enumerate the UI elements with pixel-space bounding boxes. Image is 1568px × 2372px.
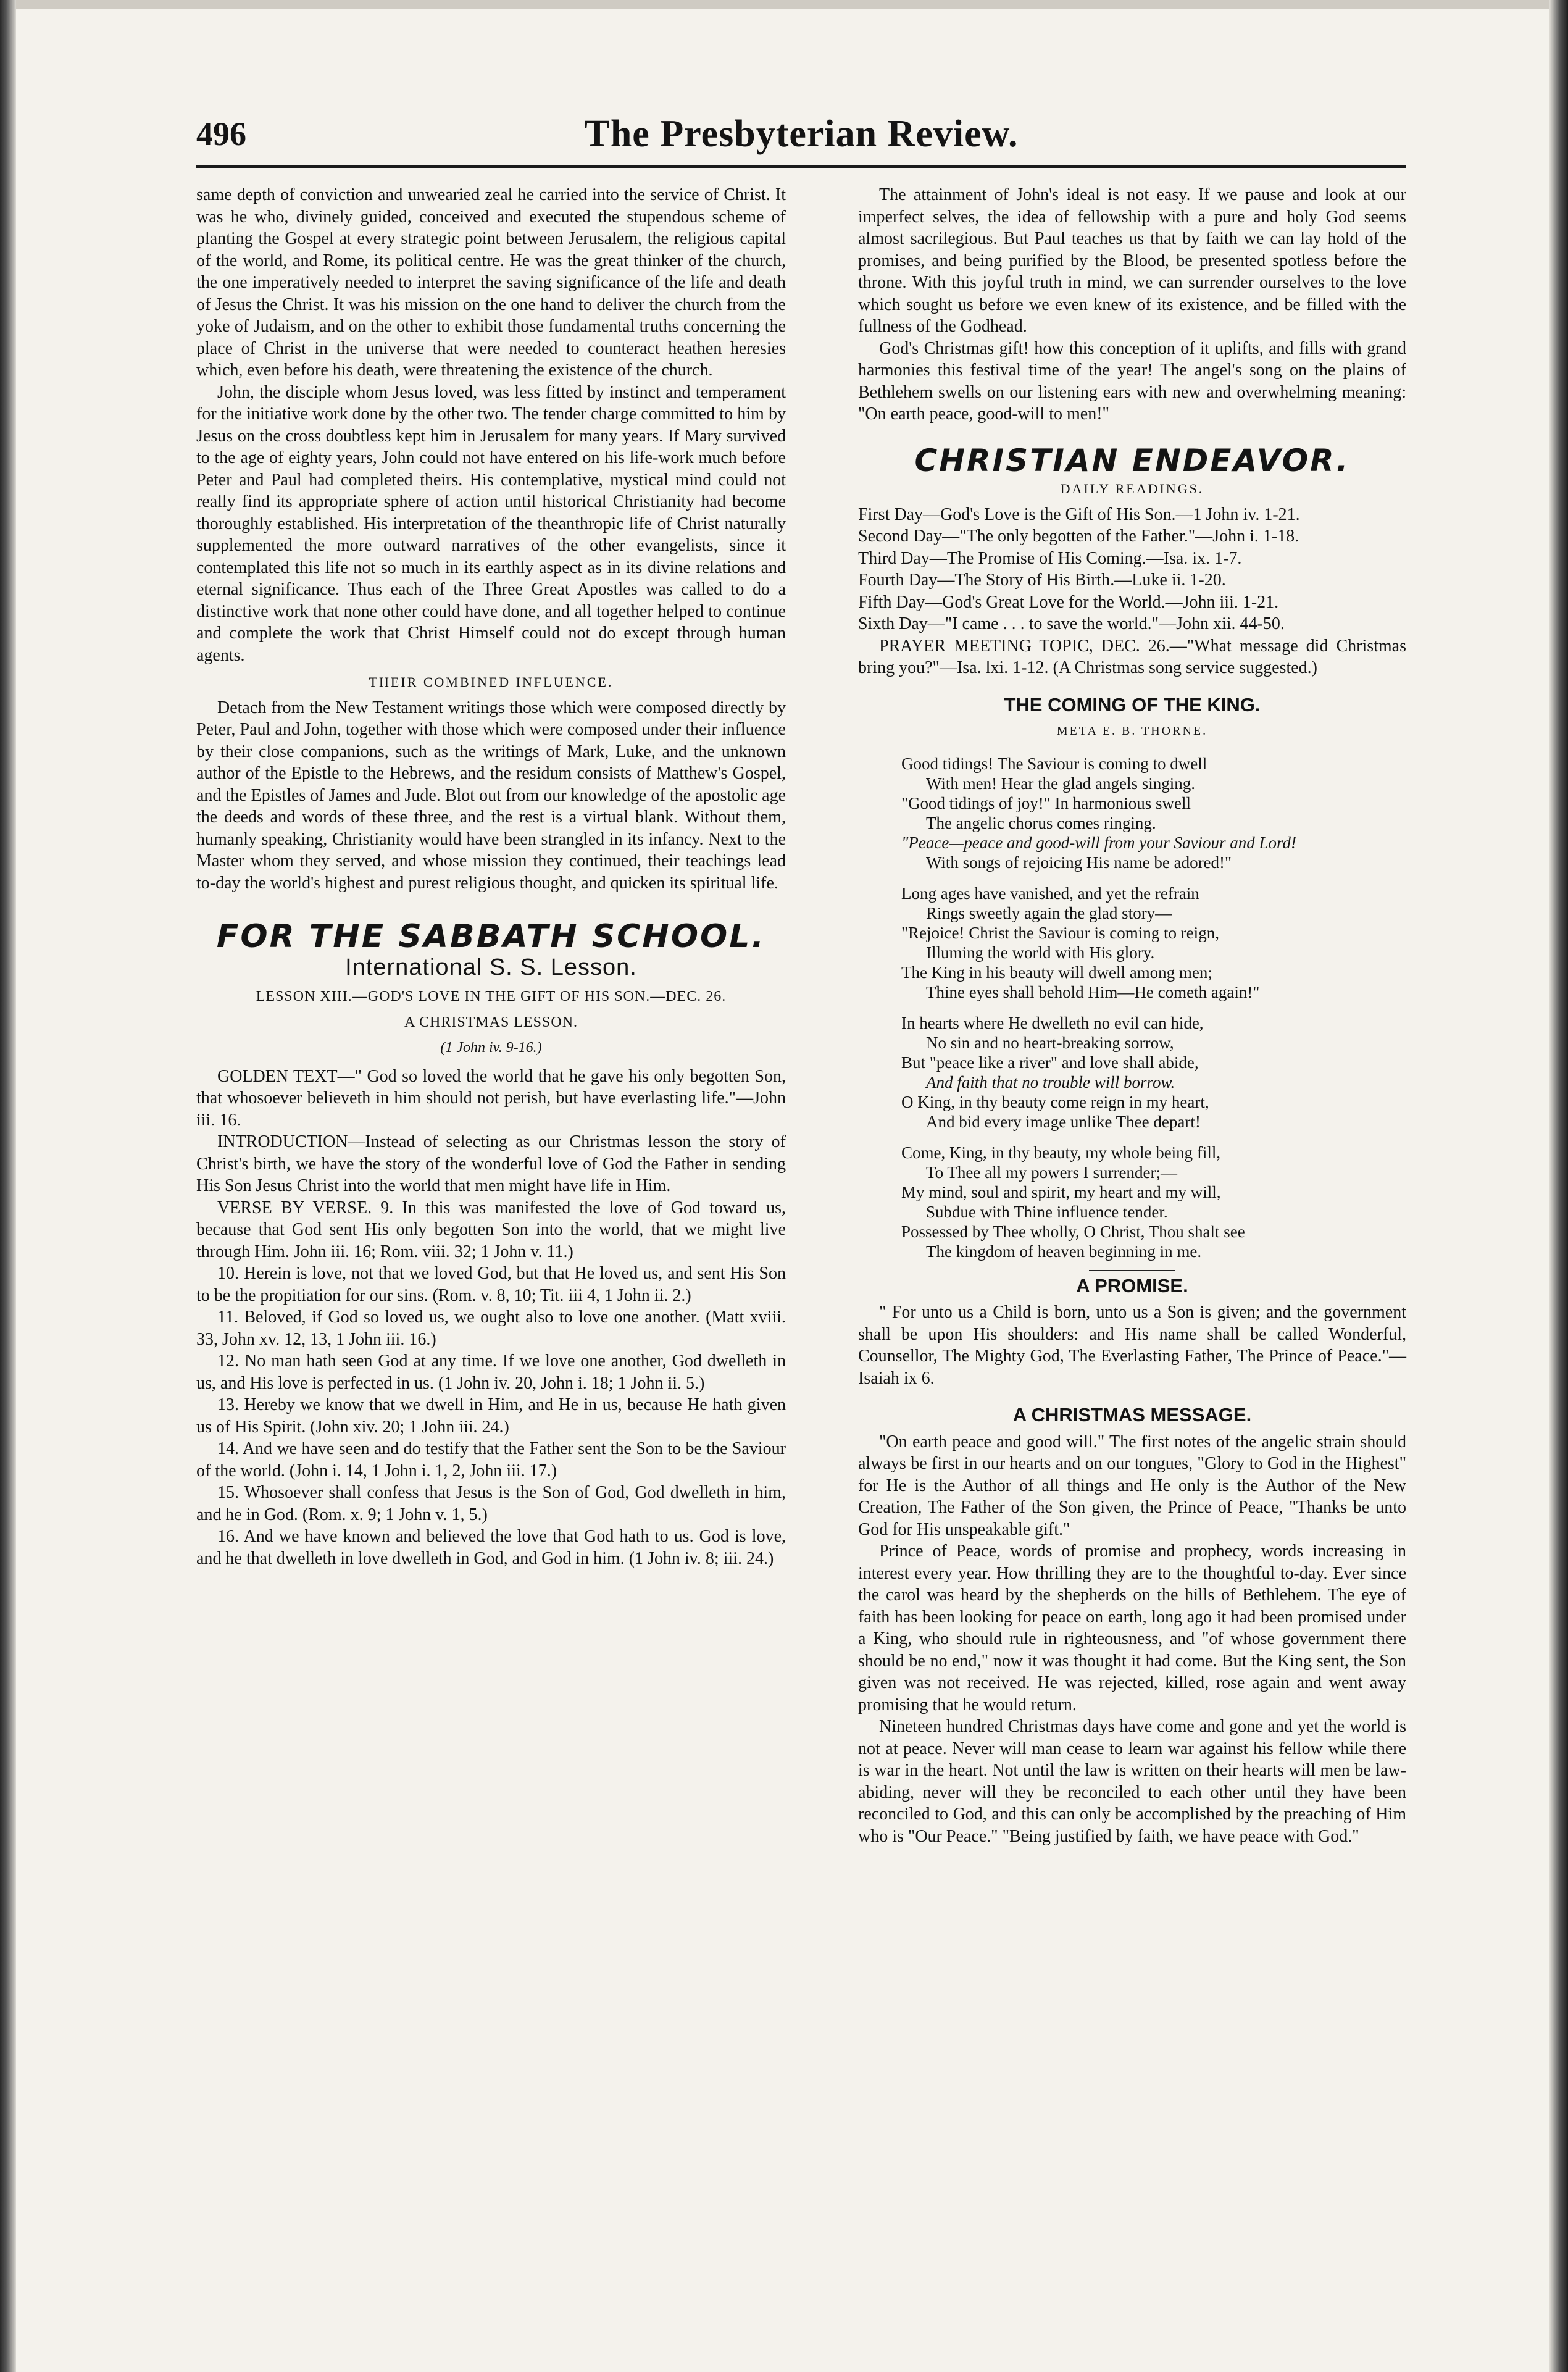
verse-12: 12. No man hath seen God at any time. If we love one another, God dwelleth in us, and His love is perfected in us. (1 John iv. 20, John i. 18; 1 John ii. 5.): [196, 1351, 786, 1393]
page-number: 496: [196, 115, 246, 152]
christmas-message-title: A CHRISTMAS MESSAGE.: [1012, 1404, 1252, 1426]
john-ideal-paragraph: The attainment of John's ideal is not easy. If we pause and look at our imperfect selves, the idea of fellowship with a pure and holy God seems almost sacrilegious. But Paul teaches us that by faith we can lay hold of the promises, and being purified by the Blood, be presented spotless before the throne. With this joyful truth in mind, we can surrender ourselves to the love which sought us before we even knew of its existence, and be filled with the fullness of the Godhead.: [858, 185, 1406, 336]
lesson-title: International S. S. Lesson.: [345, 954, 637, 980]
poem-line: The kingdom of heaven beginning in me.: [926, 1242, 1202, 1261]
message-paragraph-1: "On earth peace and good will." The first notes of the angelic strain should always be first in our hearts and on our tongues, "Glory to God in the Highest" for He is the Author of all things and He only is the Author of the New Creation, The Father of the Son given, the Prince of Peace, "Thanks be unto God for His unspeakable gift.": [858, 1432, 1406, 1539]
christian-endeavor-heading: CHRISTIAN ENDEAVOR.: [914, 442, 1350, 478]
reading-item: First Day—God's Love is the Gift of His Son.—1 John iv. 1-21.: [858, 504, 1300, 524]
section-divider: [1089, 1270, 1175, 1271]
poem-line: To Thee all my powers I surrender;—: [926, 1163, 1177, 1182]
verse-15: 15. Whosoever shall confess that Jesus is the Son of God, God dwelleth in him, and he in God. (Rom. x. 9; 1 John v. 1, 5.): [196, 1483, 786, 1524]
poem-line: Possessed by Thee wholly, O Christ, Thou shalt see: [901, 1222, 1245, 1241]
journal-title: The Presbyterian Review.: [584, 113, 1019, 155]
poem-stanza-4: [901, 1143, 1406, 1261]
message-paragraph-2: Prince of Peace, words of promise and prophecy, words increasing in interest every year. How thrilling they are to the thoughtful to-day. Ever since the carol was heard by the shepherds on the hills of Bethlehem. The eye of faith has been looking for peace on earth, long ago it had been promised under a King, who should rule in righteousness, and "of whose government there should be no end," now it was thought it had come. But the King sent, the Son given was not received. He was rejected, killed, rose again and went away promising that he would return.: [858, 1542, 1406, 1714]
sabbath-school-heading: FOR THE SABBATH SCHOOL.: [216, 918, 766, 955]
daily-readings-list: [858, 504, 1406, 635]
poem-line: The angelic chorus comes ringing.: [926, 813, 1156, 832]
introduction: INTRODUCTION—Instead of selecting as our Christmas lesson the story of Christ's birth, we have the story of the wonderful love of God the Father in sending His Son Jesus Christ into the world that men might have life in Him.: [196, 1132, 786, 1195]
poem-line: Thine eyes shall behold Him—He cometh again!": [926, 982, 1260, 1001]
poem-line: And bid every image unlike Thee depart!: [926, 1112, 1201, 1131]
promise-text: " For unto us a Child is born, unto us a Son is given; and the government shall be upon His shoulders: and His name shall be called Wonderful, Counsellor, The Mighty God, The Everlasting Father, The Prince of Peace."—Isaiah ix 6.: [858, 1303, 1406, 1388]
poem-line: And faith that no trouble will borrow.: [926, 1072, 1175, 1092]
reading-item: Sixth Day—"I came . . . to save the world."—John xii. 44-50.: [858, 614, 1285, 633]
poem-line: With men! Hear the glad angels singing.: [926, 774, 1196, 793]
poem-line: The King in his beauty will dwell among men;: [901, 963, 1212, 982]
lesson-line: LESSON XIII.—GOD'S LOVE IN THE GIFT OF HIS SON.—DEC. 26.: [256, 988, 727, 1004]
reading-item: Third Day—The Promise of His Coming.—Isa. ix. 1-7.: [858, 548, 1242, 568]
reading-item: Fifth Day—God's Great Love for the World.—John iii. 1-21.: [858, 592, 1279, 612]
poem-line: In hearts where He dwelleth no evil can hide,: [901, 1013, 1204, 1032]
prayer-meeting-topic: PRAYER MEETING TOPIC, DEC. 26.—"What message did Christmas bring you?"—Isa. lxi. 1-12. (A Christmas song service suggested.): [858, 636, 1406, 677]
poem-line: O King, in thy beauty come reign in my heart,: [901, 1092, 1209, 1111]
golden-text: GOLDEN TEXT—" God so loved the world that he gave his only begotten Son, that whosoever believeth in him should not perish, but have everlasting life."—John iii. 16.: [196, 1066, 786, 1130]
christmas-gift-paragraph: God's Christmas gift! how this conception of it uplifts, and fills with grand harmonies this festival time of the year! The angel's song on the plains of Bethlehem swells on our listening ears with new and overwhelming meaning: "On earth peace, good-will to men!": [858, 338, 1406, 424]
reading-item: Second Day—"The only begotten of the Father."—John i. 1-18.: [858, 527, 1299, 546]
poem-line: "Rejoice! Christ the Saviour is coming to reign,: [901, 923, 1219, 942]
poem-stanza-1: [901, 754, 1406, 872]
poem-line: "Peace—peace and good-will from your Saviour and Lord!: [901, 833, 1296, 852]
verse-14: 14. And we have seen and do testify that the Father sent the Son to be the Saviour of the world. (John i. 14, 1 John i. 1, 2, John iii. 17.): [196, 1439, 786, 1480]
verse-10: 10. Herein is love, not that we loved God, but that He loved us, and sent His Son to be the propitiation for our sins. (Rom. v. 8, 10; Tit. iii 4, 1 John ii. 2.): [196, 1264, 786, 1305]
verse-13: 13. Hereby we know that we dwell in Him, and He in us, because He hath given us of His Spirit. (John xiv. 20; 1 John iii. 24.): [196, 1395, 786, 1437]
promise-title: A PROMISE.: [1076, 1274, 1188, 1297]
message-paragraph-3: Nineteen hundred Christmas days have come and gone and yet the world is not at peace. Never will man cease to learn war against his fellow while there is war in the heart. Not until the law is written on their hearts will men be law-abiding, never will they be reconciled to each other until they have been reconciled to God, and this can only be accomplished by the preaching of Him who is "Our Peace." "Being justified by faith, we have peace with God.": [858, 1717, 1406, 1846]
header-rule: [196, 165, 1406, 168]
poem-line: My mind, soul and spirit, my heart and my will,: [901, 1182, 1221, 1201]
poem-line: No sin and no heart-breaking sorrow,: [926, 1033, 1174, 1052]
poem-line: Come, King, in thy beauty, my whole being fill,: [901, 1143, 1221, 1162]
poem-stanza-3: [901, 1013, 1406, 1132]
lesson-reference: (1 John iv. 9-16.): [440, 1040, 542, 1056]
poem-line: Long ages have vanished, and yet the refrain: [901, 883, 1199, 903]
poem-line: Subdue with Thine influence tender.: [926, 1202, 1168, 1221]
poem-author: META E. B. THORNE.: [1056, 724, 1208, 738]
verse-11: 11. Beloved, if God so loved us, we ought also to love one another. (Matt xviii. 33, John xv. 12, 13, 1 John iii. 16.): [196, 1308, 786, 1349]
scan-right-edge: [1549, 0, 1568, 2372]
poem-line: "Good tidings of joy!" In harmonious swell: [901, 793, 1191, 812]
scan-left-edge: [0, 0, 16, 2372]
poem-line: But "peace like a river" and love shall abide,: [901, 1053, 1199, 1072]
christmas-lesson-label: A CHRISTMAS LESSON.: [404, 1014, 578, 1030]
verse-9: VERSE BY VERSE. 9. In this was manifested the love of God toward us, because that God sent His only begotten Son into the world, that we might live through Him. John iii. 16; Rom. viii. 32; 1 John v. 11.): [196, 1198, 786, 1261]
apostles-paragraph-2: John, the disciple whom Jesus loved, was less fitted by instinct and temperament for the initiative work done by the other two. The tender charge committed to him by Jesus on the cross doubtless kept him in Jerusalem for many years. If Mary survived to the age of eighty years, John could not have entered on his life-work much before Peter and Paul had completed theirs. His contemplative, mystical mind could not really find its appropriate sphere of action until historical Christianity had become thoroughly established. His interpretation of the theanthropic life of Christ naturally supplemented the more outward narratives of the other evangelists, since it contemplated this life not so much in its earthly aspect as in its divine relations and eternal significance. Thus each of the Three Great Apostles was called to do a distinctive work that none other could have done, and all together helped to continue and complete the work that Christ Himself could not do except through human agents.: [196, 382, 786, 665]
poem-line: With songs of rejoicing His name be adored!": [926, 853, 1232, 872]
page-header: [196, 115, 1406, 170]
apostles-paragraph-1: same depth of conviction and unwearied zeal he carried into the service of Christ. It was he who, divinely guided, conceived and executed the stupendous scheme of planting the Gospel at every strategic point between Jerusalem, the religious capital of the world, and Rome, its political centre. He was the great thinker of the church, the one imperatively needed to interpret the saving significance of the life and death of Jesus the Christ. It was his mission on the one hand to deliver the church from the yoke of Judaism, and on the other to exhibit those fundamental truths concerning the place of Christ in the universe that were needed to counteract heathen heresies which, even before his death, were threatening the existence of the church.: [196, 185, 786, 380]
daily-readings-subhead: DAILY READINGS.: [1060, 481, 1204, 496]
poem-title: THE COMING OF THE KING.: [1004, 693, 1261, 716]
poem-stanza-2: [901, 883, 1406, 1002]
left-column: [196, 184, 786, 1569]
apostles-paragraph-3: Detach from the New Testament writings those which were composed directly by Peter, Paul and John, together with those which were composed under their influence by their close companions, such as the writings of Mark, Luke, and the unknown author of the Epistle to the Hebrews, and the residum consists of Matthew's Gospel, and the Epistles of James and Jude. Blot out from our knowledge of the apostolic age the deeds and words of these three, and the rest is a virtual blank. Without them, humanly speaking, Christianity would have been strangled in its infancy. Next to the Master whom they served, and whose mission they continued, their teachings lead to-day the world's highest and purest religious thought, and quicken its spiritual life.: [196, 698, 786, 893]
right-column: [858, 184, 1406, 1847]
verse-16: 16. And we have known and believed the love that God hath to us. God is love, and he that dwelleth in love dwelleth in God, and God in him. (1 John iv. 8; iii. 24.): [196, 1527, 786, 1568]
poem-line: Illuming the world with His glory.: [926, 943, 1155, 962]
combined-influence-subhead: THEIR COMBINED INFLUENCE.: [369, 674, 614, 690]
reading-item: Fourth Day—The Story of His Birth.—Luke ii. 1-20.: [858, 570, 1226, 590]
poem-line: Good tidings! The Saviour is coming to dwell: [901, 754, 1207, 773]
poem-line: Rings sweetly again the glad story—: [926, 903, 1172, 922]
scan-top-edge: [0, 0, 1568, 9]
